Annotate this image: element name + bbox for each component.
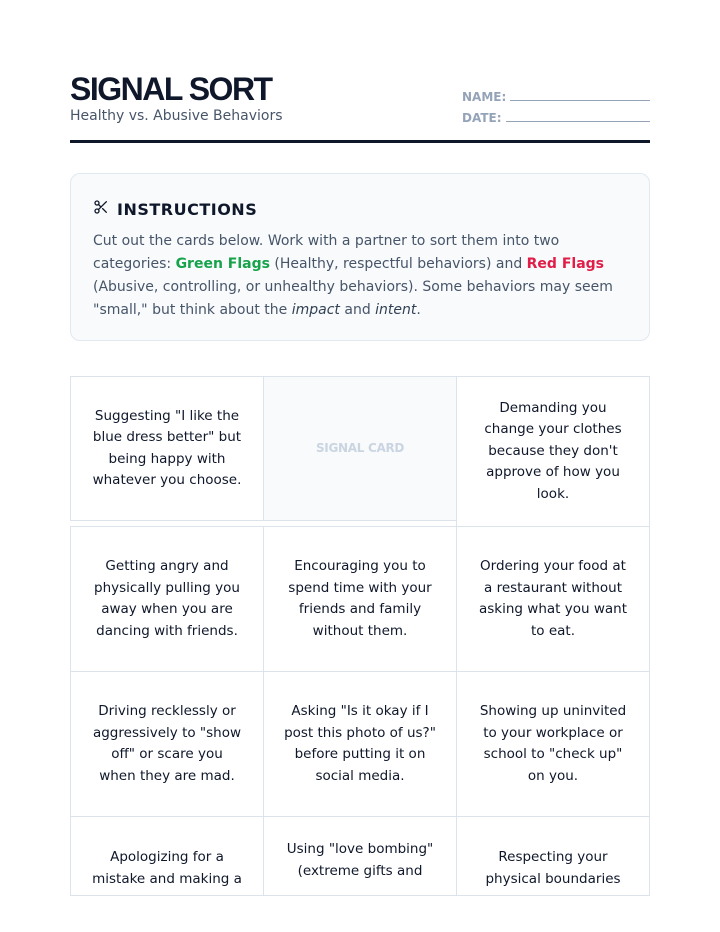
page-title: SIGNAL SORT — [70, 71, 272, 107]
instructions-heading-row — [93, 198, 627, 220]
name-field[interactable] — [462, 90, 650, 111]
instructions-text-part: Cut out the cards below. Work with a partner to sort them into two categories: — [93, 233, 560, 272]
signal-card[interactable]: Driving recklessly or aggressively to "show off" or scare you when they are mad. — [70, 671, 264, 817]
page-subtitle: Healthy vs. Abusive Behaviors — [70, 108, 283, 124]
card-grid — [70, 376, 650, 896]
header-divider — [70, 140, 650, 143]
red-flags-label: Red Flags — [526, 256, 604, 272]
signal-card[interactable]: Demanding you change your clothes because they don't approve of how you look. — [456, 376, 650, 527]
intent-emphasis: intent — [375, 302, 417, 318]
instructions-text-part: . — [416, 302, 421, 318]
date-field[interactable] — [462, 111, 650, 132]
date-label: DATE: — [462, 111, 502, 125]
instructions-text-part: (Healthy, respectful behaviors) and — [269, 256, 527, 272]
header — [70, 72, 650, 144]
signal-card[interactable]: Suggesting "I like the blue dress better" but being happy with whatever you choose. — [70, 376, 264, 521]
instructions-text — [93, 230, 627, 322]
signal-card[interactable]: Encouraging you to spend time with your friends and family without them. — [263, 526, 457, 672]
green-flags-label: Green Flags — [175, 256, 270, 272]
signal-card[interactable]: Getting angry and physically pulling you away when you are dancing with friends. — [70, 526, 264, 672]
instructions-text-part: and — [339, 302, 376, 318]
name-date-fields — [462, 90, 650, 132]
signal-card[interactable]: Respecting your physical boundaries — [456, 816, 650, 896]
scissors-icon — [93, 199, 109, 219]
signal-card[interactable]: Asking "Is it okay if I post this photo of us?" before putting it on social media. — [263, 671, 457, 817]
name-line[interactable] — [510, 90, 650, 101]
instructions-box — [70, 173, 650, 341]
instructions-heading: INSTRUCTIONS — [117, 199, 258, 219]
date-line[interactable] — [506, 111, 650, 122]
signal-card[interactable]: Using "love bombing" (extreme gifts and — [263, 816, 457, 896]
signal-card[interactable]: Apologizing for a mistake and making a — [70, 816, 264, 896]
signal-card-placeholder[interactable]: SIGNAL CARD — [263, 376, 457, 521]
signal-card[interactable]: Ordering your food at a restaurant without asking what you want to eat. — [456, 526, 650, 672]
impact-emphasis: impact — [291, 302, 340, 318]
instructions-text-part: (Abusive, controlling, or unhealthy behaviors). Some behaviors may seem "small," but think about the — [93, 279, 613, 318]
name-label: NAME: — [462, 90, 507, 104]
signal-card[interactable]: Showing up uninvited to your workplace or school to "check up" on you. — [456, 671, 650, 817]
